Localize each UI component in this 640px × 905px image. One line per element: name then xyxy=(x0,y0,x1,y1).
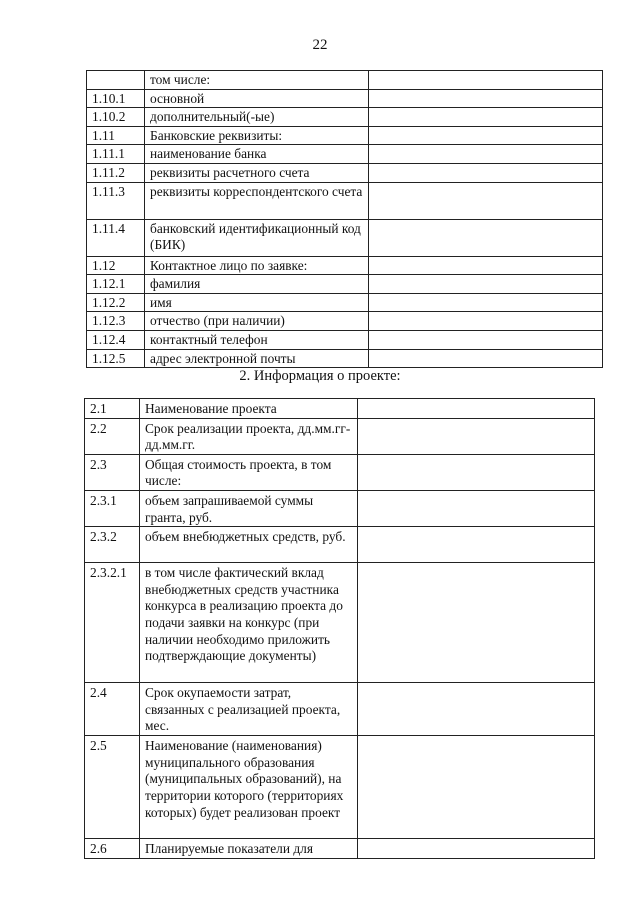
table-row xyxy=(87,126,603,145)
table-row xyxy=(87,256,603,275)
row-value xyxy=(358,736,595,839)
row-label: том числе: xyxy=(145,71,369,90)
row-number: 1.12 xyxy=(87,256,145,275)
row-number: 1.11.4 xyxy=(87,219,145,256)
table-row xyxy=(85,839,595,859)
row-label: Планируемые показатели для xyxy=(140,839,358,859)
row-value xyxy=(369,182,603,219)
row-number: 2.3.2 xyxy=(85,527,140,563)
row-label: основной xyxy=(145,89,369,108)
row-number: 2.3 xyxy=(85,454,140,490)
row-label: банковский идентификационный код (БИК) xyxy=(145,219,369,256)
table-row xyxy=(87,108,603,127)
project-info-table xyxy=(84,398,595,859)
table-row xyxy=(85,399,595,419)
row-label: Срок окупаемости затрат, связанных с реализацией проекта, мес. xyxy=(140,683,358,736)
row-label: контактный телефон xyxy=(145,330,369,349)
row-label: Срок реализации проекта, дд.мм.гг-дд.мм.гг. xyxy=(140,418,358,454)
row-number: 1.11 xyxy=(87,126,145,145)
row-label: объем внебюджетных средств, руб. xyxy=(140,527,358,563)
row-value xyxy=(358,399,595,419)
row-number: 2.6 xyxy=(85,839,140,859)
table-row xyxy=(85,683,595,736)
row-value xyxy=(369,349,603,368)
row-number: 1.11.1 xyxy=(87,145,145,164)
row-number: 2.3.2.1 xyxy=(85,563,140,683)
row-number: 1.12.3 xyxy=(87,312,145,331)
row-value xyxy=(369,145,603,164)
row-number: 1.10.1 xyxy=(87,89,145,108)
row-value xyxy=(369,275,603,294)
row-number: 2.4 xyxy=(85,683,140,736)
row-number: 1.12.2 xyxy=(87,293,145,312)
row-label: Контактное лицо по заявке: xyxy=(145,256,369,275)
row-value xyxy=(358,490,595,526)
row-value xyxy=(369,163,603,182)
table-row xyxy=(85,454,595,490)
table-row xyxy=(87,293,603,312)
page-number: 22 xyxy=(312,37,328,53)
section-heading: 2. Информация о проекте: xyxy=(239,368,401,384)
row-value xyxy=(358,683,595,736)
row-number: 1.11.2 xyxy=(87,163,145,182)
row-value xyxy=(369,89,603,108)
row-value xyxy=(358,527,595,563)
table-row xyxy=(85,490,595,526)
row-number xyxy=(87,71,145,90)
row-label: реквизиты корреспондентского счета xyxy=(145,182,369,219)
row-label: фамилия xyxy=(145,275,369,294)
row-label: в том числе фактический вклад внебюджетных средств участника конкурса в реализацию проекта до подачи заявки на конкурс (при наличии необходимо приложить подтверждающие документы) xyxy=(140,563,358,683)
table-row xyxy=(87,330,603,349)
row-value xyxy=(369,108,603,127)
row-label: Наименование (наименования) муниципального образования (муниципальных образований), на территории которого (территориях которых) будет реализован проект xyxy=(140,736,358,839)
row-label: объем запрашиваемой суммы гранта, руб. xyxy=(140,490,358,526)
row-label: имя xyxy=(145,293,369,312)
row-number: 1.12.5 xyxy=(87,349,145,368)
row-label: наименование банка xyxy=(145,145,369,164)
row-label: Общая стоимость проекта, в том числе: xyxy=(140,454,358,490)
row-value xyxy=(369,330,603,349)
row-value xyxy=(369,126,603,145)
row-number: 1.12.4 xyxy=(87,330,145,349)
row-number: 1.12.1 xyxy=(87,275,145,294)
table-row xyxy=(87,312,603,331)
row-value xyxy=(358,839,595,859)
table-row xyxy=(87,275,603,294)
row-number: 2.1 xyxy=(85,399,140,419)
table-row xyxy=(85,563,595,683)
table-row xyxy=(87,145,603,164)
row-number: 1.10.2 xyxy=(87,108,145,127)
table-row xyxy=(87,163,603,182)
table-row xyxy=(87,71,603,90)
table-row xyxy=(85,736,595,839)
table-row xyxy=(87,89,603,108)
row-value xyxy=(369,312,603,331)
table-row xyxy=(85,418,595,454)
row-number: 2.3.1 xyxy=(85,490,140,526)
table-row xyxy=(87,182,603,219)
row-label: дополнительный(-ые) xyxy=(145,108,369,127)
table-row xyxy=(87,349,603,368)
row-label: реквизиты расчетного счета xyxy=(145,163,369,182)
row-value xyxy=(369,219,603,256)
row-value xyxy=(369,293,603,312)
row-number: 2.2 xyxy=(85,418,140,454)
row-label: адрес электронной почты xyxy=(145,349,369,368)
row-value xyxy=(369,256,603,275)
row-value xyxy=(358,563,595,683)
row-label: Наименование проекта xyxy=(140,399,358,419)
applicant-details-table xyxy=(86,70,603,368)
row-value xyxy=(358,454,595,490)
table-row xyxy=(85,527,595,563)
row-label: Банковские реквизиты: xyxy=(145,126,369,145)
row-value xyxy=(358,418,595,454)
row-label: отчество (при наличии) xyxy=(145,312,369,331)
table-row xyxy=(87,219,603,256)
row-number: 2.5 xyxy=(85,736,140,839)
row-number: 1.11.3 xyxy=(87,182,145,219)
row-value xyxy=(369,71,603,90)
